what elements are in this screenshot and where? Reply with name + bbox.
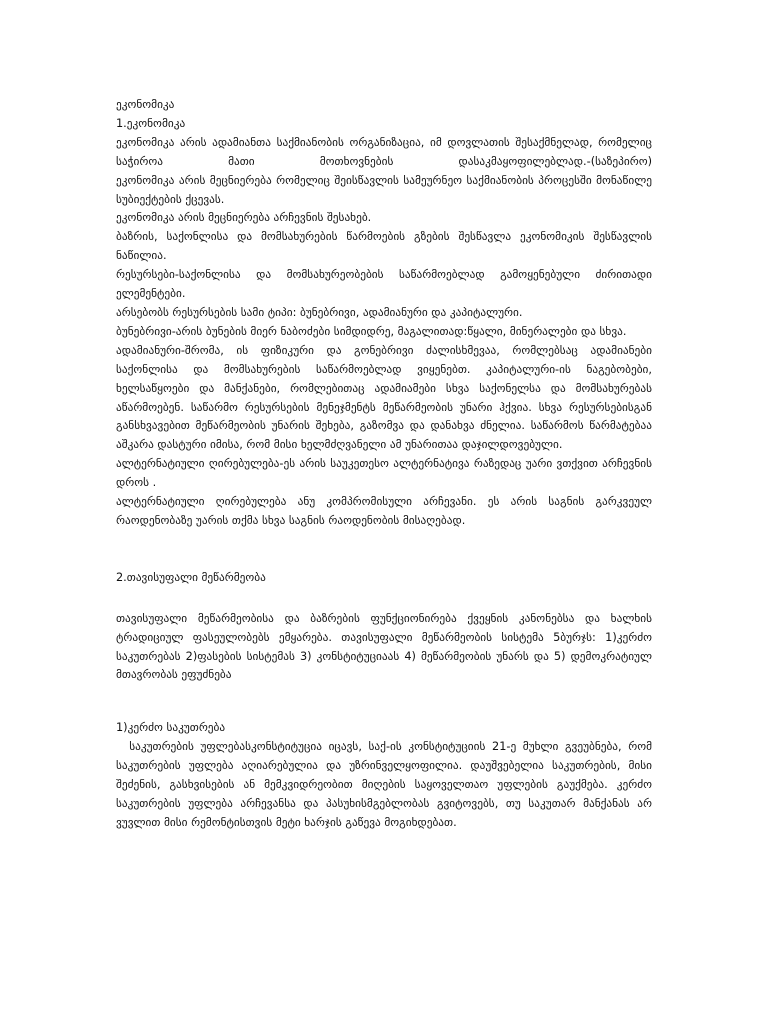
paragraph: საკუთრების უფლებასკონსტიტუცია იცავს, საქ-ის კონსტიტუციის 21-ე მუხლი გვეუბნება, რომ საკუთრების უფლება აღიარებულია და უზრინველყოფილია. დაუშვებელია საკუთრების, მისი შეძენის, გასხვისების ან მემკვიდრეობით მიღების საყოველთაო უფლების გაუქმება. კერძო საკუთრების უფლება არჩევანსა და პასუხისმგებლობას გვიტოვებს, თუ საკუთარ მანქანას არ ვუვლით მისი რემონტისთვის მეტი ხარჯის გაწევა მოგიხდებათ. bbox=[116, 740, 656, 829]
paragraph: ეკონომიკა არის მეცნიერება რომელიც შეისწავლის სამეურნეო საქმიანობის პროცესში მონაწილე სუბიექტების ქცევას. bbox=[116, 173, 652, 206]
paragraph: ბუნებრივი-არის ბუნების მიერ ნაბოძები სიმდიდრე, მაგალითად:წყალი, მინერალები და სხვა. bbox=[116, 324, 627, 338]
paragraph: თავისუფალი მეწარმეობისა და ბაზრების ფუნქციონირება ქვეყნის კანონებსა და ხალხის ტრადიციულ ფასეულობებს ემყარება. თავისუფალი მეწარმეობის სისტემა 5ბურჯს: 1)კერძო საკუთრებას 2)ფასების სისტემას 3) კონსტიტუციაას 4) მეწარმეობის უნარს და 5) დემოკრატიულ მთავრობას ეფუძნება bbox=[116, 611, 652, 682]
paragraph: ეკონომიკა არის მეცნიერება არჩევნის შესახებ. bbox=[116, 211, 372, 225]
section-heading-private-property: 1)კერძო საკუთრება bbox=[116, 721, 226, 735]
paragraph: ეკონომიკა არის ადამიანთა საქმიანობის ორგანიზაცია, იმ დოვლათის შესაქმნელად, რომელიც საჭიროა მათი მოთხოვნების დასაკმაყოფილებლად.-(საზეპირო) bbox=[116, 135, 652, 168]
section-heading-free-enterprise: 2.თავისუფალი მეწარმეობა bbox=[116, 570, 266, 584]
spacer bbox=[116, 685, 652, 719]
section-heading-economics: 1.ეკონომიკა bbox=[116, 116, 186, 130]
paragraph: ალტერნატიული ღირებულება ანუ კომპრომისული არჩევანი. ეს არის საგნის გარკვეულ რაოდენობაზე უარის თქმა სხვა საგნის რაოდენობის მისაღებად. bbox=[116, 495, 652, 527]
spacer bbox=[116, 531, 652, 569]
document-body bbox=[116, 96, 656, 833]
document-title: ეკონომიკა bbox=[116, 98, 175, 111]
paragraph: ალტერნატიული ღირებულება-ეს არის საუკეთესო ალტერნატივა რაზედაც უარი ვთქვით არჩევნის დროს . bbox=[116, 457, 652, 490]
paragraph: ბაზრის, საქონლისა და მომსახურების წარმოების გზების შესწავლა ეკონომიკის შესწავლის ნაწილია. bbox=[116, 230, 652, 263]
spacer bbox=[116, 588, 652, 610]
paragraph: არსებობს რესურსების სამი ტიპი: ბუნებრივი, ადამიანური და კაპიტალური. bbox=[116, 305, 523, 319]
paragraph: რესურსები-საქონლისა და მომსახურეობების საწარმოებლად გამოყენებული ძირითადი ელემენტები. bbox=[116, 268, 652, 301]
paragraph: ადამიანური-შრომა, ის ფიზიკური და გონებრივი ძალისხმევაა, რომლებსაც ადამიანები საქონლისა და მომსახურების საწარმოებლად ვიყენებთ. კაპიტალური-ის ნაგებობები, ხელსაწყოები და მანქანები, რომლებითაც ადამიამები სხვა საქონელსა და მომსახურებას აწარმოებენ. საწარმო რესურსების მენეჯმენტს მეწარმეობის უნარი ჰქვია. სხვა რესურსებისგან განსხვავებით მეწარმეობის უნარის შეხება, გაზომვა და დანახვა ძნელია. საწარმოს წარმატებაა აშკარა დასტური იმისა, რომ მისი ხელმძღვანელი ამ უნარითაა დაჯილდოვებული. bbox=[116, 343, 652, 452]
